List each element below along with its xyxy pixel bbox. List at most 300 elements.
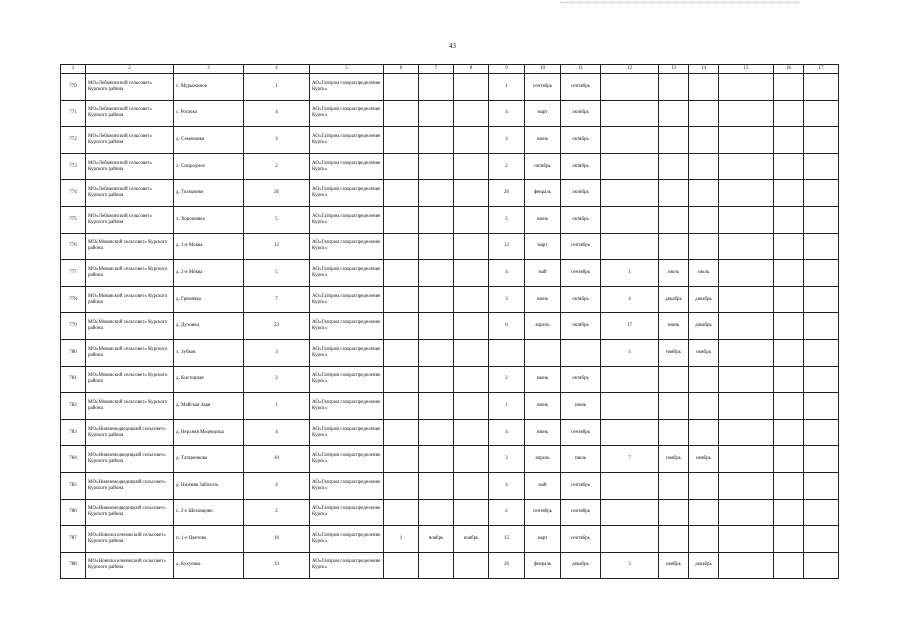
table-cell: июнь bbox=[525, 127, 561, 154]
table-row bbox=[61, 127, 839, 154]
table-cell: п. 1-е Цветово bbox=[174, 526, 244, 553]
table-cell bbox=[774, 206, 804, 233]
table-cell: ноябрь bbox=[659, 552, 689, 579]
table-cell bbox=[384, 286, 419, 313]
table-cell: 788 bbox=[61, 552, 86, 579]
table-cell bbox=[601, 526, 659, 553]
table-cell bbox=[804, 472, 839, 499]
table-cell bbox=[719, 180, 774, 207]
table-cell bbox=[804, 153, 839, 180]
table-cell: ноябрь bbox=[659, 339, 689, 366]
table-cell: октябрь bbox=[561, 153, 601, 180]
table-cell: 4 bbox=[489, 419, 525, 446]
table-cell bbox=[774, 419, 804, 446]
table-cell: май bbox=[525, 472, 561, 499]
table-cell: сентябрь bbox=[561, 472, 601, 499]
table-row bbox=[61, 339, 839, 366]
table-cell: октябрь bbox=[561, 127, 601, 154]
table-cell bbox=[601, 366, 659, 393]
top-dotted-line bbox=[560, 2, 800, 4]
table-cell bbox=[804, 100, 839, 127]
table-cell: д. Кукуевка bbox=[174, 552, 244, 579]
table-cell bbox=[804, 552, 839, 579]
table-cell bbox=[689, 100, 719, 127]
table-cell: д. Верхняя Медведица bbox=[174, 419, 244, 446]
table-cell bbox=[659, 74, 689, 101]
table-cell bbox=[601, 419, 659, 446]
table-cell: 4 bbox=[601, 286, 659, 313]
table-cell bbox=[419, 74, 454, 101]
table-cell bbox=[719, 339, 774, 366]
table-cell: 1 bbox=[489, 74, 525, 101]
table-cell: 786 bbox=[61, 499, 86, 526]
table-cell bbox=[601, 233, 659, 260]
table-cell: с. 2-е Шеховцово bbox=[174, 499, 244, 526]
table-cell: МО«Новопоселеновский сельсовет» Курского района bbox=[86, 552, 174, 579]
table-cell bbox=[719, 206, 774, 233]
column-header: 5 bbox=[310, 65, 384, 74]
table-cell: ноябрь bbox=[454, 526, 489, 553]
table-cell: февраль bbox=[525, 180, 561, 207]
table-cell: МО«Лебяжинский сельсовет» Курского района bbox=[86, 153, 174, 180]
table-cell bbox=[419, 180, 454, 207]
table-cell: июнь bbox=[525, 366, 561, 393]
table-cell bbox=[719, 446, 774, 473]
table-cell: 4 bbox=[489, 472, 525, 499]
table-cell: АО«Газпром газораспределение Курск» bbox=[310, 393, 384, 420]
table-cell: июнь bbox=[659, 313, 689, 340]
table-cell: АО«Газпром газораспределение Курск» bbox=[310, 446, 384, 473]
table-cell bbox=[601, 499, 659, 526]
table-cell: д. Гремячка bbox=[174, 286, 244, 313]
table-cell bbox=[454, 552, 489, 579]
table-cell: МО«Нижнемедведицкий сельсовет» Курского района bbox=[86, 446, 174, 473]
table-cell: 23 bbox=[244, 313, 310, 340]
table-row bbox=[61, 499, 839, 526]
table-cell: 2 bbox=[244, 153, 310, 180]
table-cell: 12 bbox=[489, 233, 525, 260]
table-cell: 774 bbox=[61, 180, 86, 207]
table-cell: МО«Лебяжинский сельсовет» Курского района bbox=[86, 100, 174, 127]
table-cell: 785 bbox=[61, 472, 86, 499]
table-cell: декабрь bbox=[689, 313, 719, 340]
table-cell: июль bbox=[659, 260, 689, 287]
table-cell bbox=[384, 499, 419, 526]
table-cell bbox=[804, 180, 839, 207]
table-cell bbox=[454, 472, 489, 499]
table-cell bbox=[774, 74, 804, 101]
table-cell: 12 bbox=[244, 233, 310, 260]
table-cell bbox=[601, 153, 659, 180]
table-cell: 5 bbox=[244, 206, 310, 233]
table-cell: сентябрь bbox=[525, 74, 561, 101]
table-cell: АО«Газпром газораспределение Курск» bbox=[310, 499, 384, 526]
table-cell: МО«Моковский сельсовет» Курского района bbox=[86, 286, 174, 313]
table-cell bbox=[659, 153, 689, 180]
table-cell bbox=[774, 526, 804, 553]
table-cell bbox=[689, 393, 719, 420]
table-cell: АО«Газпром газораспределение Курск» bbox=[310, 339, 384, 366]
table-cell: 26 bbox=[244, 180, 310, 207]
table-cell bbox=[419, 552, 454, 579]
table-row bbox=[61, 286, 839, 313]
table-cell bbox=[774, 393, 804, 420]
table-cell: АО«Газпром газораспределение Курск» bbox=[310, 419, 384, 446]
table-cell: ноябрь bbox=[419, 526, 454, 553]
table-cell: 777 bbox=[61, 260, 86, 287]
table-row bbox=[61, 233, 839, 260]
table-cell bbox=[384, 127, 419, 154]
table-row bbox=[61, 100, 839, 127]
table-cell bbox=[804, 286, 839, 313]
table-cell: МО«Лебяжинский сельсовет» Курского района bbox=[86, 180, 174, 207]
table-cell bbox=[454, 233, 489, 260]
table-cell: МО«Лебяжинский сельсовет» Курского района bbox=[86, 127, 174, 154]
table-cell bbox=[384, 100, 419, 127]
table-cell bbox=[525, 339, 561, 366]
table-cell: 6 bbox=[489, 313, 525, 340]
table-cell: июнь bbox=[525, 206, 561, 233]
table-cell: 5 bbox=[489, 206, 525, 233]
table-cell bbox=[384, 74, 419, 101]
table-row bbox=[61, 446, 839, 473]
table-cell: сентябрь bbox=[561, 526, 601, 553]
table-cell bbox=[384, 393, 419, 420]
table-cell bbox=[659, 472, 689, 499]
table-cell: д. Кисторная bbox=[174, 366, 244, 393]
table-cell: АО«Газпром газораспределение Курск» bbox=[310, 74, 384, 101]
table-cell bbox=[804, 526, 839, 553]
table-cell: 4 bbox=[244, 419, 310, 446]
table-cell bbox=[384, 180, 419, 207]
table-cell bbox=[384, 552, 419, 579]
table-cell: 10 bbox=[244, 446, 310, 473]
table-cell bbox=[774, 472, 804, 499]
table-cell bbox=[719, 74, 774, 101]
table-cell bbox=[454, 153, 489, 180]
table-cell: 3 bbox=[601, 339, 659, 366]
table-cell bbox=[689, 499, 719, 526]
table-cell bbox=[659, 233, 689, 260]
table-row bbox=[61, 206, 839, 233]
table-cell bbox=[804, 499, 839, 526]
table-cell: МО«Нижнемедведицкий сельсовет» Курского района bbox=[86, 419, 174, 446]
table-cell: д. Нижняя Заболоть bbox=[174, 472, 244, 499]
table-cell: 780 bbox=[61, 339, 86, 366]
table-cell bbox=[719, 127, 774, 154]
table-cell bbox=[384, 339, 419, 366]
table-cell: АО«Газпром газораспределение Курск» bbox=[310, 260, 384, 287]
table-row bbox=[61, 526, 839, 553]
table-cell bbox=[689, 206, 719, 233]
table-cell: 4 bbox=[244, 472, 310, 499]
table-cell: 773 bbox=[61, 153, 86, 180]
table-cell bbox=[419, 499, 454, 526]
table-cell: д. Майская Заря bbox=[174, 393, 244, 420]
table-cell bbox=[454, 100, 489, 127]
column-header: 8 bbox=[454, 65, 489, 74]
table-cell: сентябрь bbox=[561, 499, 601, 526]
table-cell: май bbox=[525, 260, 561, 287]
table-cell bbox=[601, 393, 659, 420]
table-cell bbox=[659, 366, 689, 393]
table-cell bbox=[659, 100, 689, 127]
table-cell: 16 bbox=[244, 526, 310, 553]
table-cell: х. Смородное bbox=[174, 153, 244, 180]
table-cell bbox=[384, 419, 419, 446]
table-cell bbox=[659, 526, 689, 553]
table-cell bbox=[804, 339, 839, 366]
table-cell bbox=[601, 472, 659, 499]
table-cell bbox=[804, 366, 839, 393]
table-cell: июль bbox=[561, 446, 601, 473]
table-cell: д. Семеновка bbox=[174, 127, 244, 154]
table-cell: АО«Газпром газораспределение Курск» bbox=[310, 127, 384, 154]
table-cell bbox=[719, 100, 774, 127]
column-header: 15 bbox=[719, 65, 774, 74]
table-cell: АО«Газпром газораспределение Курск» bbox=[310, 100, 384, 127]
table-cell bbox=[419, 206, 454, 233]
table-cell bbox=[719, 472, 774, 499]
table-cell: 3 bbox=[601, 552, 659, 579]
table-cell: июль bbox=[689, 260, 719, 287]
table-cell: 3 bbox=[489, 286, 525, 313]
table-cell bbox=[774, 286, 804, 313]
table-cell bbox=[454, 286, 489, 313]
table-cell: х. Хорошевка bbox=[174, 206, 244, 233]
table-cell bbox=[454, 206, 489, 233]
table-cell: АО«Газпром газораспределение Курск» bbox=[310, 472, 384, 499]
table-cell: октябрь bbox=[561, 313, 601, 340]
table-cell: АО«Газпром газораспределение Курск» bbox=[310, 526, 384, 553]
header-row bbox=[61, 65, 839, 74]
table-row bbox=[61, 153, 839, 180]
table-cell: октябрь bbox=[561, 180, 601, 207]
table-cell bbox=[774, 233, 804, 260]
table-cell bbox=[659, 206, 689, 233]
table-cell bbox=[689, 180, 719, 207]
table-cell: 4 bbox=[489, 260, 525, 287]
table-cell: октябрь bbox=[561, 366, 601, 393]
table-cell bbox=[774, 552, 804, 579]
table-cell bbox=[804, 419, 839, 446]
table-cell bbox=[454, 339, 489, 366]
table-cell bbox=[804, 260, 839, 287]
table-cell: 778 bbox=[61, 286, 86, 313]
table-row bbox=[61, 393, 839, 420]
table-cell: апрель bbox=[525, 313, 561, 340]
table-cell: 4 bbox=[244, 100, 310, 127]
table-cell: АО«Газпром газораспределение Курск» bbox=[310, 233, 384, 260]
table-cell bbox=[804, 446, 839, 473]
table-cell: октябрь bbox=[525, 153, 561, 180]
table-cell bbox=[719, 419, 774, 446]
table-cell: октябрь bbox=[561, 286, 601, 313]
table-cell bbox=[384, 153, 419, 180]
column-header: 13 bbox=[659, 65, 689, 74]
table-cell bbox=[804, 127, 839, 154]
table-cell bbox=[774, 260, 804, 287]
table-cell: 771 bbox=[61, 100, 86, 127]
table-cell bbox=[384, 446, 419, 473]
table-cell bbox=[719, 153, 774, 180]
table-cell: июнь bbox=[525, 286, 561, 313]
table-cell: 4 bbox=[244, 127, 310, 154]
table-cell bbox=[384, 472, 419, 499]
table-cell: х. Зубков bbox=[174, 339, 244, 366]
table-cell: 2 bbox=[489, 499, 525, 526]
column-header: 14 bbox=[689, 65, 719, 74]
table-cell: 33 bbox=[244, 552, 310, 579]
table-cell bbox=[774, 366, 804, 393]
table-cell: март bbox=[525, 233, 561, 260]
table-cell bbox=[454, 74, 489, 101]
table-cell: 782 bbox=[61, 393, 86, 420]
table-cell: апрель bbox=[525, 446, 561, 473]
table-cell bbox=[719, 260, 774, 287]
table-cell: 3 bbox=[244, 339, 310, 366]
table-cell bbox=[804, 393, 839, 420]
table-cell bbox=[419, 260, 454, 287]
column-header: 9 bbox=[489, 65, 525, 74]
table-cell: д. Толмачево bbox=[174, 180, 244, 207]
table-cell bbox=[719, 526, 774, 553]
table-cell: АО«Газпром газораспределение Курск» bbox=[310, 286, 384, 313]
table-cell bbox=[601, 74, 659, 101]
table-cell: 787 bbox=[61, 526, 86, 553]
table-cell bbox=[384, 206, 419, 233]
column-header: 1 bbox=[61, 65, 86, 74]
table-cell bbox=[419, 393, 454, 420]
table-cell: 7 bbox=[244, 286, 310, 313]
table-cell: 1 bbox=[601, 260, 659, 287]
table-cell bbox=[419, 446, 454, 473]
table-cell bbox=[804, 74, 839, 101]
table-cell: 7 bbox=[601, 446, 659, 473]
table-cell bbox=[454, 393, 489, 420]
table-cell: 17 bbox=[601, 313, 659, 340]
table-cell bbox=[774, 499, 804, 526]
table-cell bbox=[454, 260, 489, 287]
column-header: 7 bbox=[419, 65, 454, 74]
table-cell: МО«Моковский сельсовет» Курского района bbox=[86, 313, 174, 340]
table-row bbox=[61, 552, 839, 579]
table-cell bbox=[419, 100, 454, 127]
table-cell bbox=[419, 339, 454, 366]
table-cell: 1 bbox=[489, 393, 525, 420]
table-cell: 775 bbox=[61, 206, 86, 233]
table-cell bbox=[689, 366, 719, 393]
table-cell: 2 bbox=[489, 366, 525, 393]
table-cell bbox=[454, 446, 489, 473]
table-cell bbox=[419, 419, 454, 446]
table-cell: 770 bbox=[61, 74, 86, 101]
table-cell: д. 2-я Моква bbox=[174, 260, 244, 287]
table-cell: МО«Моковский сельсовет» Курского района bbox=[86, 366, 174, 393]
table-cell: декабрь bbox=[689, 552, 719, 579]
table-cell: сентябрь bbox=[561, 74, 601, 101]
column-header: 6 bbox=[384, 65, 419, 74]
table-cell bbox=[804, 233, 839, 260]
table-cell bbox=[719, 499, 774, 526]
column-header: 10 bbox=[525, 65, 561, 74]
table-cell: 781 bbox=[61, 366, 86, 393]
table-row bbox=[61, 260, 839, 287]
column-header: 12 bbox=[601, 65, 659, 74]
table-cell: МО«Моковский сельсовет» Курского района bbox=[86, 260, 174, 287]
table-cell bbox=[659, 393, 689, 420]
table-cell bbox=[419, 472, 454, 499]
table-cell bbox=[689, 127, 719, 154]
table-cell: 1 bbox=[384, 526, 419, 553]
table-cell: 1 bbox=[244, 74, 310, 101]
table-cell: октябрь bbox=[561, 100, 601, 127]
table-cell: март bbox=[525, 526, 561, 553]
table-cell: март bbox=[525, 100, 561, 127]
table-row bbox=[61, 366, 839, 393]
table-cell bbox=[689, 233, 719, 260]
table-cell: 772 bbox=[61, 127, 86, 154]
table-cell: декабрь bbox=[561, 552, 601, 579]
table-cell: 26 bbox=[489, 552, 525, 579]
table-cell: д. 1-я Моква bbox=[174, 233, 244, 260]
table-cell bbox=[719, 552, 774, 579]
table-cell bbox=[454, 180, 489, 207]
table-cell bbox=[419, 286, 454, 313]
table-cell: февраль bbox=[525, 552, 561, 579]
table-row bbox=[61, 313, 839, 340]
table-cell: 784 bbox=[61, 446, 86, 473]
table-cell bbox=[774, 180, 804, 207]
table-cell bbox=[689, 153, 719, 180]
column-header: 17 bbox=[804, 65, 839, 74]
table-body bbox=[61, 65, 839, 579]
table-cell bbox=[774, 313, 804, 340]
table-cell bbox=[774, 339, 804, 366]
table-cell: МО«Моковский сельсовет» Курского района bbox=[86, 393, 174, 420]
table-cell: ноябрь bbox=[689, 339, 719, 366]
table-cell bbox=[719, 313, 774, 340]
table-cell: июнь bbox=[561, 393, 601, 420]
table-cell: АО«Газпром газораспределение Курск» bbox=[310, 180, 384, 207]
table-cell bbox=[804, 313, 839, 340]
table-cell bbox=[454, 313, 489, 340]
table-cell bbox=[454, 127, 489, 154]
table-cell bbox=[419, 153, 454, 180]
table-cell: 779 bbox=[61, 313, 86, 340]
page-number: 43 bbox=[449, 42, 456, 50]
table-cell: 15 bbox=[489, 526, 525, 553]
table-cell bbox=[419, 313, 454, 340]
table-cell bbox=[719, 286, 774, 313]
table-cell bbox=[384, 313, 419, 340]
table-cell: МО«Моковский сельсовет» Курского района bbox=[86, 233, 174, 260]
table-cell bbox=[689, 419, 719, 446]
table-cell bbox=[419, 366, 454, 393]
table-cell: АО«Газпром газораспределение Курск» bbox=[310, 313, 384, 340]
table-cell: декабрь bbox=[689, 286, 719, 313]
table-cell bbox=[659, 419, 689, 446]
table-cell: 5 bbox=[244, 260, 310, 287]
table-cell: сентябрь bbox=[525, 499, 561, 526]
table-cell: октябрь bbox=[561, 206, 601, 233]
table-cell bbox=[454, 366, 489, 393]
table-cell: с. Рогачко bbox=[174, 100, 244, 127]
table-cell bbox=[601, 180, 659, 207]
table-cell bbox=[454, 499, 489, 526]
table-cell bbox=[659, 180, 689, 207]
column-header: 2 bbox=[86, 65, 174, 74]
